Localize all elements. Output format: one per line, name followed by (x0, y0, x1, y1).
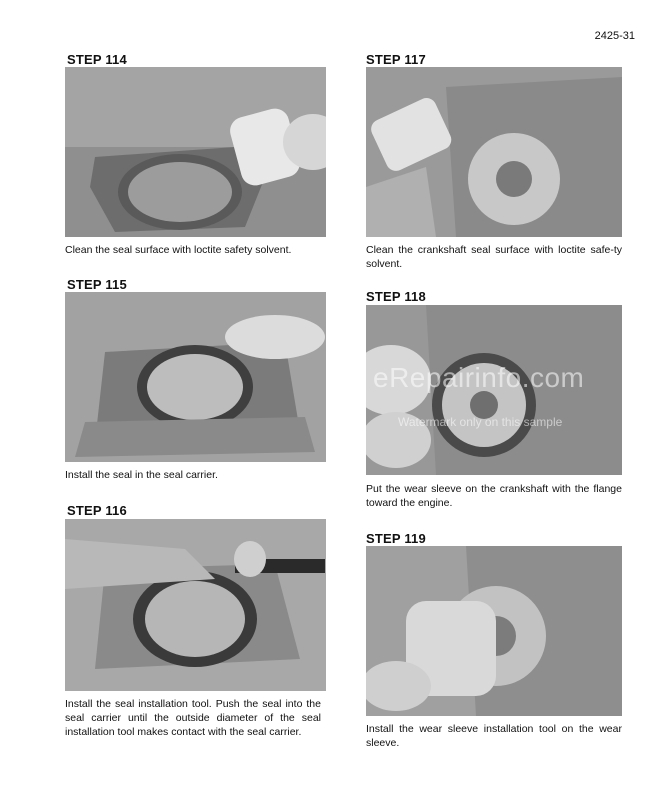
page-number: 2425-31 (594, 30, 635, 42)
step-117-caption: Clean the crankshaft seal surface with loctite safe-ty solvent. (366, 244, 622, 270)
step-114-photo (65, 67, 326, 237)
step-116-photo (65, 519, 326, 691)
step-114-caption: Clean the seal surface with loctite safety solvent. (65, 244, 292, 256)
step-115-title: STEP 115 (67, 277, 127, 292)
seal-carrier-spray-icon (65, 67, 326, 237)
step-116-caption: Install the seal installation tool. Push the seal into the seal carrier until the outside diameter of the seal installation tool makes contact with the seal carrier. (65, 698, 321, 738)
step-117-title: STEP 117 (366, 52, 426, 67)
step-114-title: STEP 114 (67, 52, 127, 67)
watermark-logo: eRepairinfo.com (373, 362, 585, 393)
step-118-caption: Put the wear sleeve on the crankshaft with the flange toward the engine. (366, 483, 622, 509)
step-115-photo (65, 292, 326, 462)
step-119-caption: Install the wear sleeve installation tool on the wear sleeve. (366, 723, 622, 749)
seal-tool-hammer-icon (65, 519, 326, 691)
step-119-photo (366, 546, 622, 716)
step-117-photo (366, 67, 622, 237)
sleeve-tool-icon (366, 546, 622, 716)
seal-install-icon (65, 292, 326, 462)
crankshaft-spray-icon (366, 67, 622, 237)
step-118-title: STEP 118 (366, 289, 426, 304)
step-116-title: STEP 116 (67, 503, 127, 518)
step-115-caption: Install the seal in the seal carrier. (65, 469, 218, 481)
step-119-title: STEP 119 (366, 531, 426, 546)
watermark-note: Watermark only on this sample (398, 415, 563, 429)
